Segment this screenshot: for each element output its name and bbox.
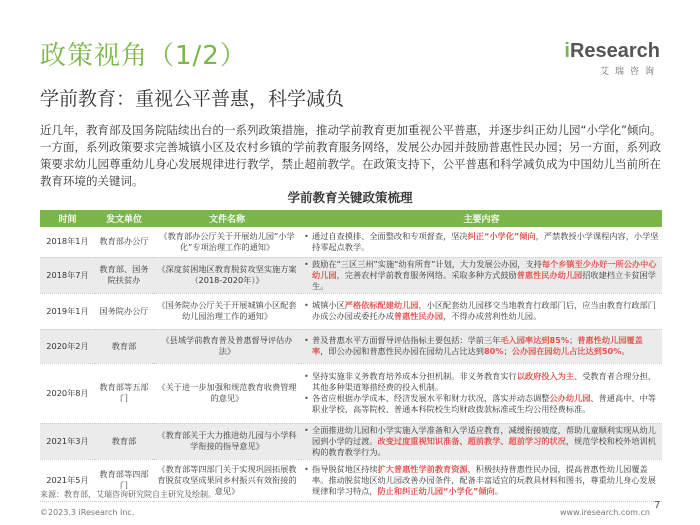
- copyright: ©2023.3 iResearch Inc.: [40, 508, 135, 517]
- highlight-text: 普惠性幼儿园覆盖率: [312, 335, 643, 356]
- highlight-text: 扩大普惠性学前教育资源: [377, 463, 468, 474]
- highlight-text: 公办幼儿园: [549, 393, 591, 403]
- highlight-text: 普惠性民办园: [393, 311, 444, 321]
- table-title: 学前教育关键政策梳理: [287, 190, 413, 205]
- content-text: 指导脱贫地区持续: [312, 463, 378, 474]
- table-row: [40, 423, 662, 459]
- content-text: ，严禁教授小学课程内容，小学坚持零起点教学。: [312, 230, 659, 252]
- content-text: 招收建档立卡贫困学生。: [312, 269, 656, 291]
- row-time: 2021年3月: [40, 423, 95, 459]
- row-file: 《县域学前教育普及普惠督导评估办法》: [153, 329, 301, 363]
- content-text: ，规范学校和校外培训机构的教育教学行为。: [312, 435, 656, 457]
- highlight-text: 普惠性民办幼儿园: [516, 269, 583, 280]
- content-text: 鼓励在“三区三州”实施“幼有所育”计划，大力发展公办园，支持: [312, 258, 542, 269]
- content-text: ，即公办园和普惠性民办园在园幼儿占比达到: [320, 346, 484, 356]
- content-bullet: [304, 259, 659, 292]
- row-dept: 教育部、国务院扶贫办: [95, 257, 153, 293]
- page-title: 政策视角（1/2）: [40, 41, 247, 71]
- header-time: 时间: [40, 210, 95, 227]
- content-text: ，小区配套幼儿园移交当地教育行政部门后，应当由教育行政部门办成公办园或委托办成: [312, 300, 656, 321]
- row-file: 《教育部办公厅关于开展幼儿园“小学化”专项治理工作的通知》: [153, 227, 301, 257]
- table-row: [40, 363, 662, 423]
- highlight-text: 公办园在园幼儿占比达到50%: [511, 346, 622, 356]
- section-subtitle: 学前教育：重视公平普惠，科学减负: [40, 88, 345, 110]
- content-text: 普及普惠水平方面督导评估指标主要包括：学前三年: [312, 335, 501, 345]
- content-text: 。: [494, 485, 503, 496]
- row-time: 2021年5月: [40, 459, 95, 501]
- logo-i: i: [564, 40, 570, 62]
- row-file: 《教育部关于大力推进幼儿园与小学科学衔接的指导意见》: [153, 423, 301, 459]
- row-content: [301, 459, 662, 501]
- row-content: [301, 329, 662, 363]
- logo-research: Research: [569, 40, 660, 62]
- content-bullet: [304, 371, 659, 393]
- policy-table: [40, 210, 662, 502]
- row-content: [301, 363, 662, 423]
- row-file: 《教育部等四部门关于实现巩固拓展教育脱贫攻坚成果同乡村振兴有效衔接的意见》: [153, 459, 301, 501]
- row-time: 2020年2月: [40, 329, 95, 363]
- highlight-text: 改变过度重视知识准备、超前教学、超前学习的状况: [377, 435, 566, 446]
- row-time: 2018年1月: [40, 227, 95, 257]
- content-bullet: [304, 393, 659, 415]
- table-row: [40, 329, 662, 363]
- content-text: 各省应根据办学成本、经济发展水平和财力状况，落实并动态调整: [312, 393, 550, 403]
- row-dept: 国务院办公厅: [95, 293, 153, 329]
- row-time: 2019年1月: [40, 293, 95, 329]
- content-bullet: [304, 464, 659, 497]
- row-dept: 教育部: [95, 329, 153, 363]
- content-text: ；: [503, 346, 512, 356]
- table-row: [40, 293, 662, 329]
- highlight-text: 防止和纠正幼儿园“小学化”倾向: [377, 485, 495, 496]
- content-text: 城镇小区: [312, 300, 345, 310]
- header-content: 主要内容: [301, 210, 662, 227]
- logo-subtitle: 艾瑞咨询: [599, 67, 660, 77]
- row-dept: 教育部等五部门: [95, 363, 153, 423]
- logo-wordmark: [564, 40, 660, 63]
- highlight-text: 80%: [483, 346, 504, 356]
- table-header-row: [40, 210, 662, 227]
- website-url: www.iresearch.com.cn: [560, 508, 650, 517]
- row-file: 《关于进一步加强和规范教育收费管理的意见》: [153, 363, 301, 423]
- content-text: 全面推进幼儿园和小学实施入学准备和入学适应教育，减缓衔接坡度，帮助儿童顺利实现从幼儿园到小学的过渡。: [312, 424, 656, 446]
- row-file: 《深度贫困地区教育脱贫攻坚实施方案（2018-2020年）》: [153, 257, 301, 293]
- content-text: ，积极扶持普惠性民办园，提高普惠性幼儿园覆盖率。推动脱贫地区幼儿园改善办园条件，配备丰富适宜的玩教具材料和图书，尊重幼儿身心发展规律和学习特点，: [312, 463, 656, 496]
- row-content: [301, 257, 662, 293]
- content-text: ；: [569, 335, 578, 345]
- row-content: [301, 227, 662, 257]
- row-dept: 教育部: [95, 423, 153, 459]
- row-dept: 教育部办公厅: [95, 227, 153, 257]
- page-number: 7: [654, 500, 661, 511]
- row-dept: 教育部等四部门: [95, 459, 153, 501]
- content-text: 、受教育者合理分担、其他多种渠道筹措经费的投入机制。: [312, 371, 656, 392]
- highlight-text: 严格依标配建幼儿园: [344, 300, 419, 310]
- table-row: [40, 227, 662, 257]
- content-bullet: [304, 231, 659, 253]
- content-text: 。: [621, 346, 630, 356]
- header-dept: 发文单位: [95, 210, 153, 227]
- content-bullet: [304, 425, 659, 458]
- content-bullet: [304, 300, 659, 322]
- source-note: 来源：教育部，艾瑞咨询研究院自主研究及绘制。: [40, 490, 216, 499]
- row-content: [301, 293, 662, 329]
- header-file: 文件名称: [153, 210, 301, 227]
- intro-paragraph: 近几年，教育部及国务院陆续出台的一系列政策措施，推动学前教育更加重视公平普惠，并逐步纠正幼儿园“小学化”倾向。一方面，系列政策要求完善城镇小区及农村乡镇的学前教育服务网络，发展公办园并鼓励普惠性民办园；另一方面，系列政策要求幼儿园尊重幼儿身心发展规律进行教学，禁止超前教学。在政策支持下，公平普惠和科学减负成为中国幼儿当前所在教育环境的关键词。: [40, 123, 662, 188]
- content-text: ，不得办成营利性幼儿园。: [443, 311, 542, 321]
- content-text: 通过自查摸排、全面整改和专项督查，坚决: [312, 230, 468, 241]
- highlight-text: 以政府投入为主: [516, 371, 575, 381]
- table-row: [40, 257, 662, 293]
- content-text: 、普通高中、中等职业学校、高等院校、普通本科院校生均财政拨款标准或生均公用经费标准。: [312, 393, 656, 414]
- row-time: 2018年7月: [40, 257, 95, 293]
- content-bullet: [304, 335, 659, 357]
- row-content: [301, 423, 662, 459]
- content-text: ，完善农村学前教育服务网络。采取多种方式鼓励: [336, 269, 517, 280]
- content-text: 坚持实施非义务教育培养成本分担机制。非义务教育实行: [312, 371, 517, 381]
- highlight-text: 纠正“小学化”倾向: [467, 230, 536, 241]
- highlight-text: 每个乡镇至少办好一所公办中心幼儿园: [312, 258, 657, 280]
- highlight-text: 毛入园率达到85%: [500, 335, 570, 345]
- row-time: 2020年8月: [40, 363, 95, 423]
- row-file: 《国务院办公厅关于开展城镇小区配套幼儿园治理工作的通知》: [153, 293, 301, 329]
- iresearch-logo: [564, 40, 660, 77]
